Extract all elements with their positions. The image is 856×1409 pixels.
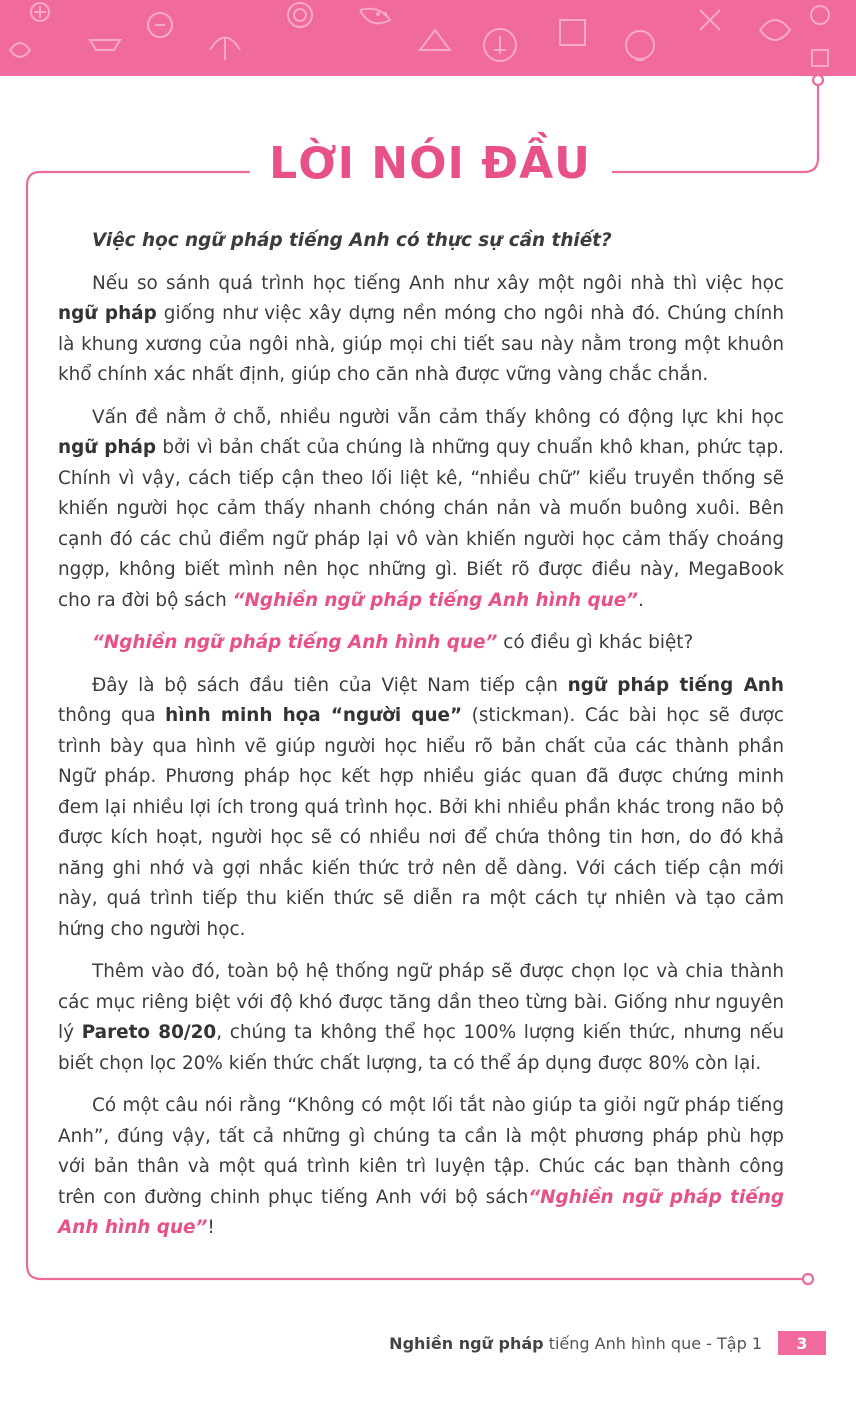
question-heading-2 [58, 628, 784, 659]
footer-bold: Nghiền ngữ pháp [389, 1333, 544, 1353]
text-span: bởi vì bản chất của chúng là những quy chuẩn khô khan, phức tạp. Chính vì vậy, cách tiếp cận theo lối liệt kê, “nhiều chữ” kiểu truyền thống sẽ khiến người học cảm thấy nhanh chóng chán nản và muốn buông xuôi. Bên cạnh đó các chủ điểm ngữ pháp lại vô vàn khiến người học cảm thấy choáng ngợp, không biết mình nên học những gì. Biết rõ được điều này, MegaBook cho ra đời bộ sách [58, 437, 784, 611]
preface-body [58, 226, 784, 1256]
text-span: Thêm vào đó, toàn bộ hệ thống ngữ pháp sẽ được chọn lọc và chia thành các mục riêng biệt với độ khó được tăng dần theo từng bài. Giống như nguyên lý [58, 961, 784, 1043]
bold-term: Pareto 80/20 [81, 1022, 217, 1043]
text-span: thông qua [58, 705, 166, 726]
paragraph-2 [58, 403, 784, 617]
text-span: , chúng ta không thể học 100% lượng kiến thức, nhưng nếu biết chọn lọc 20% kiến thức chất lượng, ta có thể áp dụng được 80% còn lại. [58, 1022, 784, 1074]
paragraph-1 [58, 269, 784, 391]
paragraph-5 [58, 957, 784, 1079]
text-span: Đây là bộ sách đầu tiên của Việt Nam tiếp cận [92, 674, 568, 696]
book-title-highlight: “Nghiền ngữ pháp tiếng Anh hình que” [92, 632, 498, 653]
footer-book-title [389, 1334, 762, 1353]
text-span: Có một câu nói rằng “Không có một lối tắt nào giúp ta giỏi ngữ pháp tiếng Anh”, đúng vậy, tất cả những gì chúng ta cần là một phương pháp phù hợp với bản thân và một quá trình kiên trì luyện tập. Chúc các bạn thành công trên con đường chinh phục tiếng Anh với bộ sách [58, 1095, 784, 1208]
bold-term: hình minh họa “người que” [165, 705, 463, 726]
text-span: có điều gì khác biệt? [497, 632, 694, 653]
question-heading: Việc học ngữ pháp tiếng Anh có thực sự cần thiết? [92, 230, 612, 251]
bold-term: ngữ pháp [58, 303, 157, 324]
page-footer [389, 1330, 826, 1356]
text-span: Nếu so sánh quá trình học tiếng Anh như xây một ngôi nhà thì việc học [92, 272, 784, 294]
text-span: giống như việc xây dựng nền móng cho ngôi nhà đó. Chúng chính là khung xương của ngôi nhà, giúp mọi chi tiết sau này nằm trong một khuôn khổ chính xác nhất định, giúp cho căn nhà được vững vàng chắc chắn. [58, 303, 784, 385]
footer-rest: tiếng Anh hình que - Tập 1 [543, 1333, 762, 1353]
book-title-highlight: “Nghiền ngữ pháp tiếng Anh hình que” [232, 589, 639, 611]
text-span: Vấn đề nằm ở chỗ, nhiều người vẫn cảm thấy không có động lực khi học [92, 406, 784, 428]
doodle-pattern-icon [0, 0, 856, 76]
bold-term: ngữ pháp [58, 437, 157, 458]
header-decorative-band [0, 0, 856, 76]
page-title: LỜI NÓI ĐẦU [269, 138, 591, 189]
text-span: . [638, 589, 644, 611]
book-title-highlight: “Nghiền ngữ pháp tiếng Anh hình que” [58, 1186, 785, 1238]
bold-term: ngữ pháp tiếng Anh [567, 674, 784, 696]
page-number-badge: 3 [778, 1331, 826, 1355]
text-span: ! [207, 1217, 215, 1238]
paragraph-6 [58, 1091, 784, 1244]
text-span: (stickman). Các bài học sẽ được trình bày qua hình vẽ giúp người học hiểu rõ bản chất của các thành phần Ngữ pháp. Phương pháp học kết hợp nhiều giác quan đã được chứng minh đem lại nhiều lợi ích trong quá trình học. Bởi khi nhiều phần khác trong não bộ được kích hoạt, người học sẽ có nhiều nơi để chứa thông tin hơn, do đó khả năng ghi nhớ và gợi nhắc kiến thức trở nên dễ dàng. Với cách tiếp cận mới này, quá trình tiếp thu kiến thức sẽ diễn ra một cách tự nhiên và tạo cảm hứng cho người học. [58, 705, 784, 940]
paragraph-4 [58, 671, 784, 946]
